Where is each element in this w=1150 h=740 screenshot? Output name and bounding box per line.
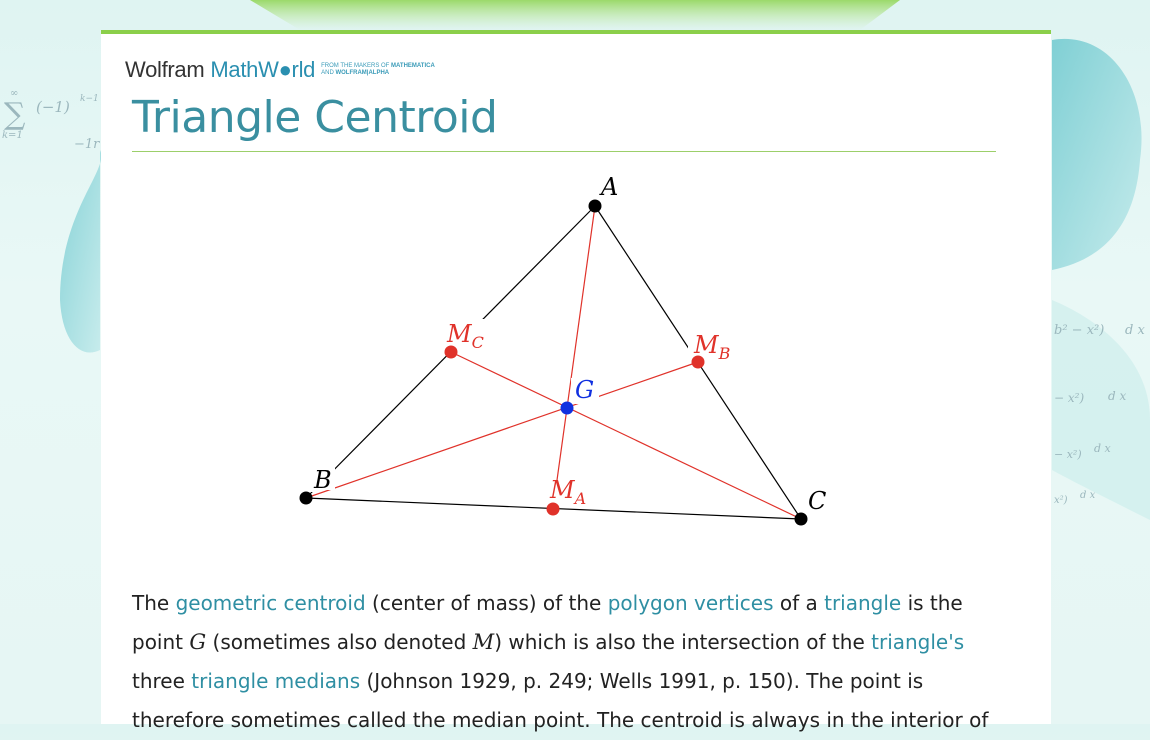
sum-symbol: ∑: [4, 97, 26, 132]
formula-sum: [2, 88, 100, 152]
link-geometric-centroid[interactable]: geometric centroid: [175, 591, 366, 615]
vertex-b: [300, 492, 313, 505]
label-a: A: [601, 173, 619, 201]
math-var-g: G: [189, 630, 207, 654]
logo-wolfram-text: Wolfram: [125, 57, 205, 82]
logo-mathworld-text: MathW●rld: [210, 57, 316, 82]
centroid-g: [561, 402, 574, 415]
vertex-a: [589, 200, 602, 213]
tagline-line-2: AND WOLFRAM|ALPHA: [321, 70, 390, 76]
formula-fragment: d x: [1080, 490, 1096, 501]
vertex-c: [795, 513, 808, 526]
link-triangle[interactable]: triangle: [824, 591, 902, 615]
formula-fragment: b² − x²): [1054, 323, 1105, 338]
label-g: G: [575, 376, 595, 404]
formula-fragment: d x: [1108, 389, 1127, 403]
label-ma: $M_A$: [550, 476, 587, 508]
sum-upper: ∞: [10, 88, 19, 99]
formula-fragment: d x: [1125, 323, 1145, 338]
link-triangles[interactable]: triangle's: [871, 630, 965, 654]
link-triangle-medians[interactable]: triangle medians: [191, 669, 361, 693]
formula-fragment: − x²): [1054, 448, 1082, 461]
label-mb: $M_B$: [694, 331, 731, 363]
sum-exp: k−1: [80, 94, 99, 104]
formula-fragment: d x: [1094, 442, 1111, 455]
label-b: B: [314, 466, 332, 494]
formula-fragment: x²): [1054, 495, 1068, 506]
tagline-line-1: FROM THE MAKERS OF MATHEMATICA: [321, 63, 435, 69]
page-title: Triangle Centroid: [132, 92, 498, 143]
label-c: C: [808, 487, 827, 515]
green-wave-shape: [250, 0, 900, 30]
triangle-centroid-figure: [101, 34, 1051, 554]
content-panel: [101, 30, 1051, 732]
label-mc: $M_C$: [447, 320, 484, 352]
median-c: [451, 352, 801, 519]
math-var-m: M: [472, 630, 495, 654]
teal-surface-right: [1052, 39, 1142, 270]
teal-surface-left: [60, 150, 101, 353]
link-polygon-vertices[interactable]: polygon vertices: [607, 591, 774, 615]
sum-term: (−1): [36, 98, 70, 116]
article-paragraph: The geometric centroid (center of mass) of the polygon vertices of a triangle is the point G (sometimes also denoted M) which is also the intersection of the triangle's three triangle medians (Johnson 1929, p. 249; Wells 1991, p. 150). The point is therefore sometimes called the median point. The centroid is always in the interior of: [132, 591, 989, 732]
formula-fragment: −1r: [74, 137, 100, 152]
median-a: [553, 206, 595, 509]
sum-lower: k=1: [2, 130, 23, 141]
midpoint-ma: [547, 503, 560, 516]
formula-fragment: − x²): [1054, 391, 1085, 405]
median-b: [306, 362, 698, 498]
